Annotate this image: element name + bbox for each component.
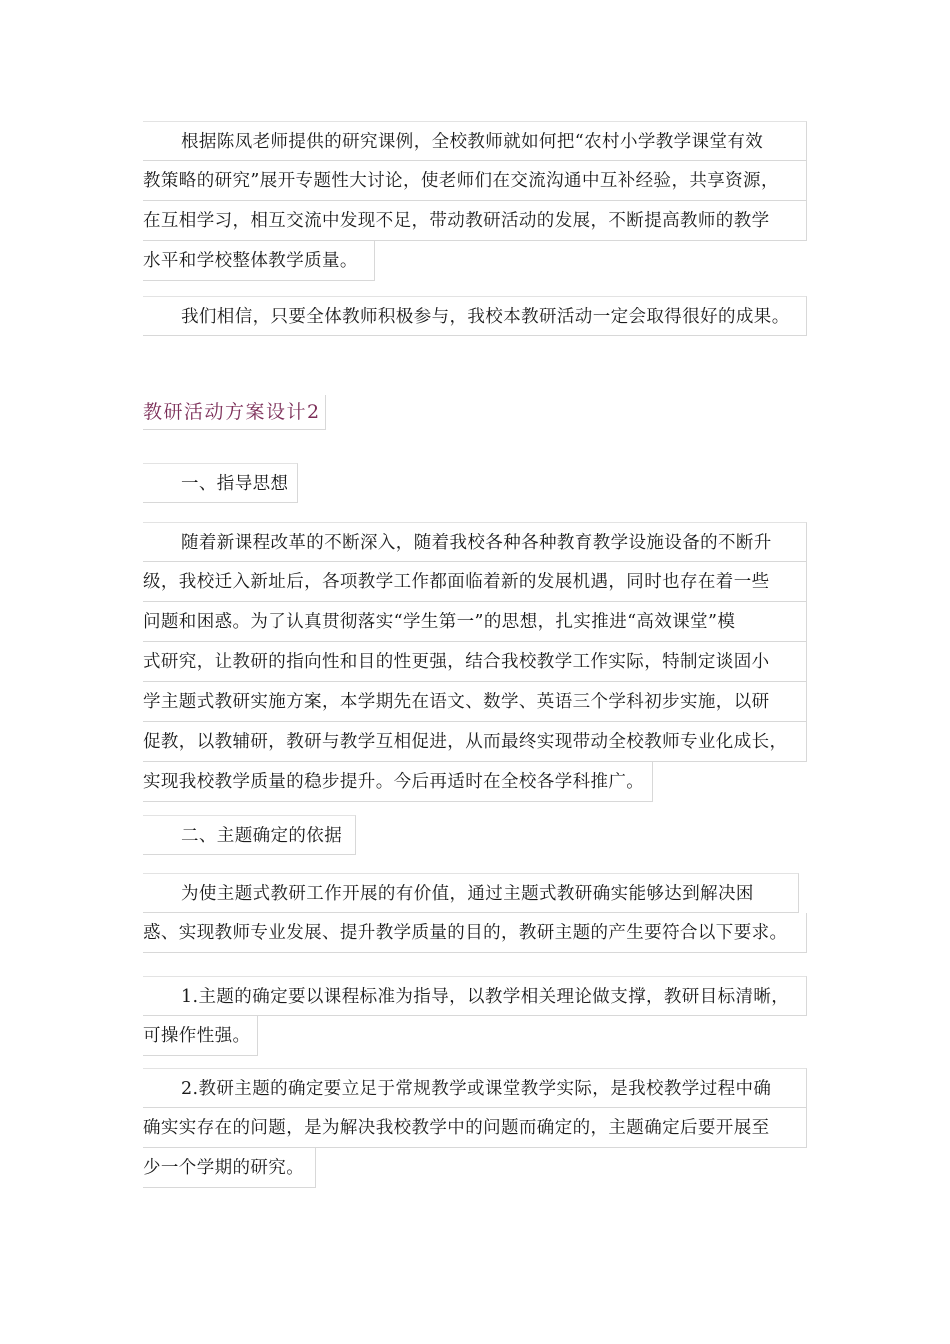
text-line: 在互相学习，相互交流中发现不足，带动教研活动的发展，不断提高教师的教学 xyxy=(143,201,807,241)
text-line: 级，我校迁入新址后，各项教学工作都面临着新的发展机遇，同时也存在着一些 xyxy=(143,562,807,602)
paragraph-guiding-idea xyxy=(143,522,807,802)
text-line: 1.主题的确定要以课程标准为指导，以教学相关理论做支撑，教研目标清晰， xyxy=(143,976,807,1016)
text-line: 我们相信，只要全体教师积极参与，我校本教研活动一定会取得很好的成果。 xyxy=(143,296,807,336)
text-line: 促教，以教辅研，教研与教学互相促进，从而最终实现带动全校教师专业化成长， xyxy=(143,722,807,762)
text-line: 为使主题式教研工作开展的有价值，通过主题式教研确实能够达到解决困 xyxy=(143,873,799,913)
text-line: 实现我校教学质量的稳步提升。今后再适时在全校各学科推广。 xyxy=(143,762,653,802)
text-line: 根据陈凤老师提供的研究课例，全校教师就如何把“农村小学教学课堂有效 xyxy=(143,121,807,161)
paragraph-requirement-2 xyxy=(143,1068,807,1188)
section-heading: 教研活动方案设计2 xyxy=(143,395,326,430)
paragraph-research-discussion xyxy=(143,121,807,281)
text-line: 问题和困惑。为了认真贯彻落实“学生第一”的思想，扎实推进“高效课堂”模 xyxy=(143,602,807,642)
subheading-guiding-idea xyxy=(143,463,807,503)
text-line: 随着新课程改革的不断深入，随着我校各种各种教育教学设施设备的不断升 xyxy=(143,522,807,562)
text-line: 水平和学校整体教学质量。 xyxy=(143,241,375,281)
paragraph-requirement-1 xyxy=(143,976,807,1056)
text-line: 式研究，让教研的指向性和目的性更强，结合我校教学工作实际，特制定谈固小 xyxy=(143,642,807,682)
paragraph-topic-requirements xyxy=(143,873,807,953)
text-line: 可操作性强。 xyxy=(143,1016,258,1056)
subheading-text: 二、主题确定的依据 xyxy=(143,815,356,855)
paragraph-belief xyxy=(143,296,807,336)
text-line: 确实实存在的问题，是为解决我校教学中的问题而确定的，主题确定后要开展至 xyxy=(143,1108,807,1148)
subheading-topic-basis xyxy=(143,815,807,855)
text-line: 少一个学期的研究。 xyxy=(143,1148,316,1188)
subheading-text: 一、指导思想 xyxy=(143,463,298,503)
text-line: 惑、实现教师专业发展、提升教学质量的目的，教研主题的产生要符合以下要求。 xyxy=(143,913,807,953)
text-line: 2.教研主题的确定要立足于常规教学或课堂教学实际，是我校教学过程中确 xyxy=(143,1068,807,1108)
text-line: 教策略的研究”展开专题性大讨论，使老师们在交流沟通中互补经验，共享资源， xyxy=(143,161,807,201)
text-line: 学主题式教研实施方案，本学期先在语文、数学、英语三个学科初步实施，以研 xyxy=(143,682,807,722)
